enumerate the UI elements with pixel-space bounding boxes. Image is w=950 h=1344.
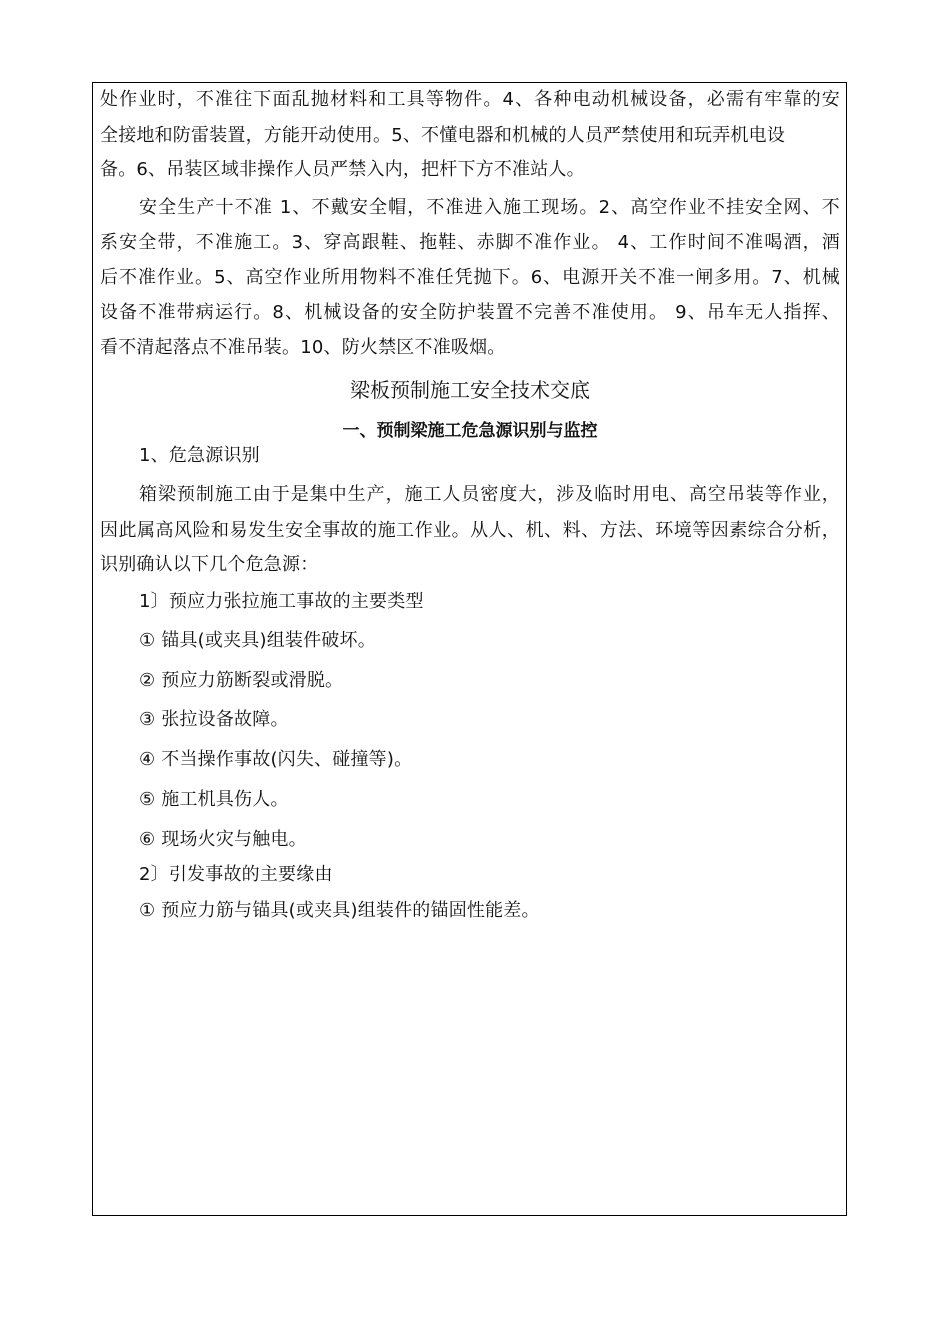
list-item: ④ 不当操作事故(闪失、碰撞等)。 (139, 749, 413, 770)
list-item: ① 锚具(或夹具)组装件破坏。 (139, 630, 376, 651)
paragraph-line: 后不准作业。5、高空作业所用物料不准任凭抛下。6、电源开关不准一闸多用。7、机械 (100, 267, 840, 288)
paragraph-line: 备。6、吊装区域非操作人员严禁入内，把杆下方不准站人。 (100, 159, 585, 180)
list-item: ② 预应力筋断裂或滑脱。 (139, 670, 344, 691)
list-item: ⑥ 现场火灾与触电。 (139, 829, 307, 850)
item-heading: 1、危急源识别 (139, 445, 260, 466)
paragraph-line: 因此属高风险和易发生安全事故的施工作业。从人、机、料、方法、环境等因素综合分析， (100, 520, 840, 541)
paragraph-line: 看不清起落点不准吊装。10、防火禁区不准吸烟。 (100, 337, 506, 358)
subsection-heading: 1〕预应力张拉施工事故的主要类型 (139, 591, 424, 612)
section-heading: 一、预制梁施工危急源识别与监控 (342, 421, 598, 441)
paragraph-line: 识别确认以下几个危急源： (100, 554, 319, 575)
paragraph-line: 处作业时，不准往下面乱抛材料和工具等物件。4、各种电动机械设备，必需有牢靠的安 (100, 89, 840, 110)
paragraph-line: 系安全带，不准施工。3、穿高跟鞋、拖鞋、赤脚不准作业。 4、工作时间不准喝酒，酒 (100, 232, 840, 253)
list-item: ③ 张拉设备故障。 (139, 709, 289, 730)
list-item: ⑤ 施工机具伤人。 (139, 789, 289, 810)
paragraph-line: 安全生产十不准 1、不戴安全帽，不准进入施工现场。2、高空作业不挂安全网、不 (139, 197, 840, 218)
paragraph-line: 全接地和防雷装置，方能开动使用。5、不懂电器和机械的人员严禁使用和玩弄机电设 (100, 125, 786, 146)
list-item: ① 预应力筋与锚具(或夹具)组装件的锚固性能差。 (139, 900, 540, 921)
document-title: 梁板预制施工安全技术交底 (350, 378, 590, 402)
subsection-heading: 2〕引发事故的主要缘由 (139, 864, 333, 885)
paragraph-line: 设备不准带病运行。8、机械设备的安全防护装置不完善不准使用。 9、吊车无人指挥、 (100, 302, 840, 323)
paragraph-line: 箱梁预制施工由于是集中生产，施工人员密度大，涉及临时用电、高空吊装等作业， (139, 484, 840, 505)
